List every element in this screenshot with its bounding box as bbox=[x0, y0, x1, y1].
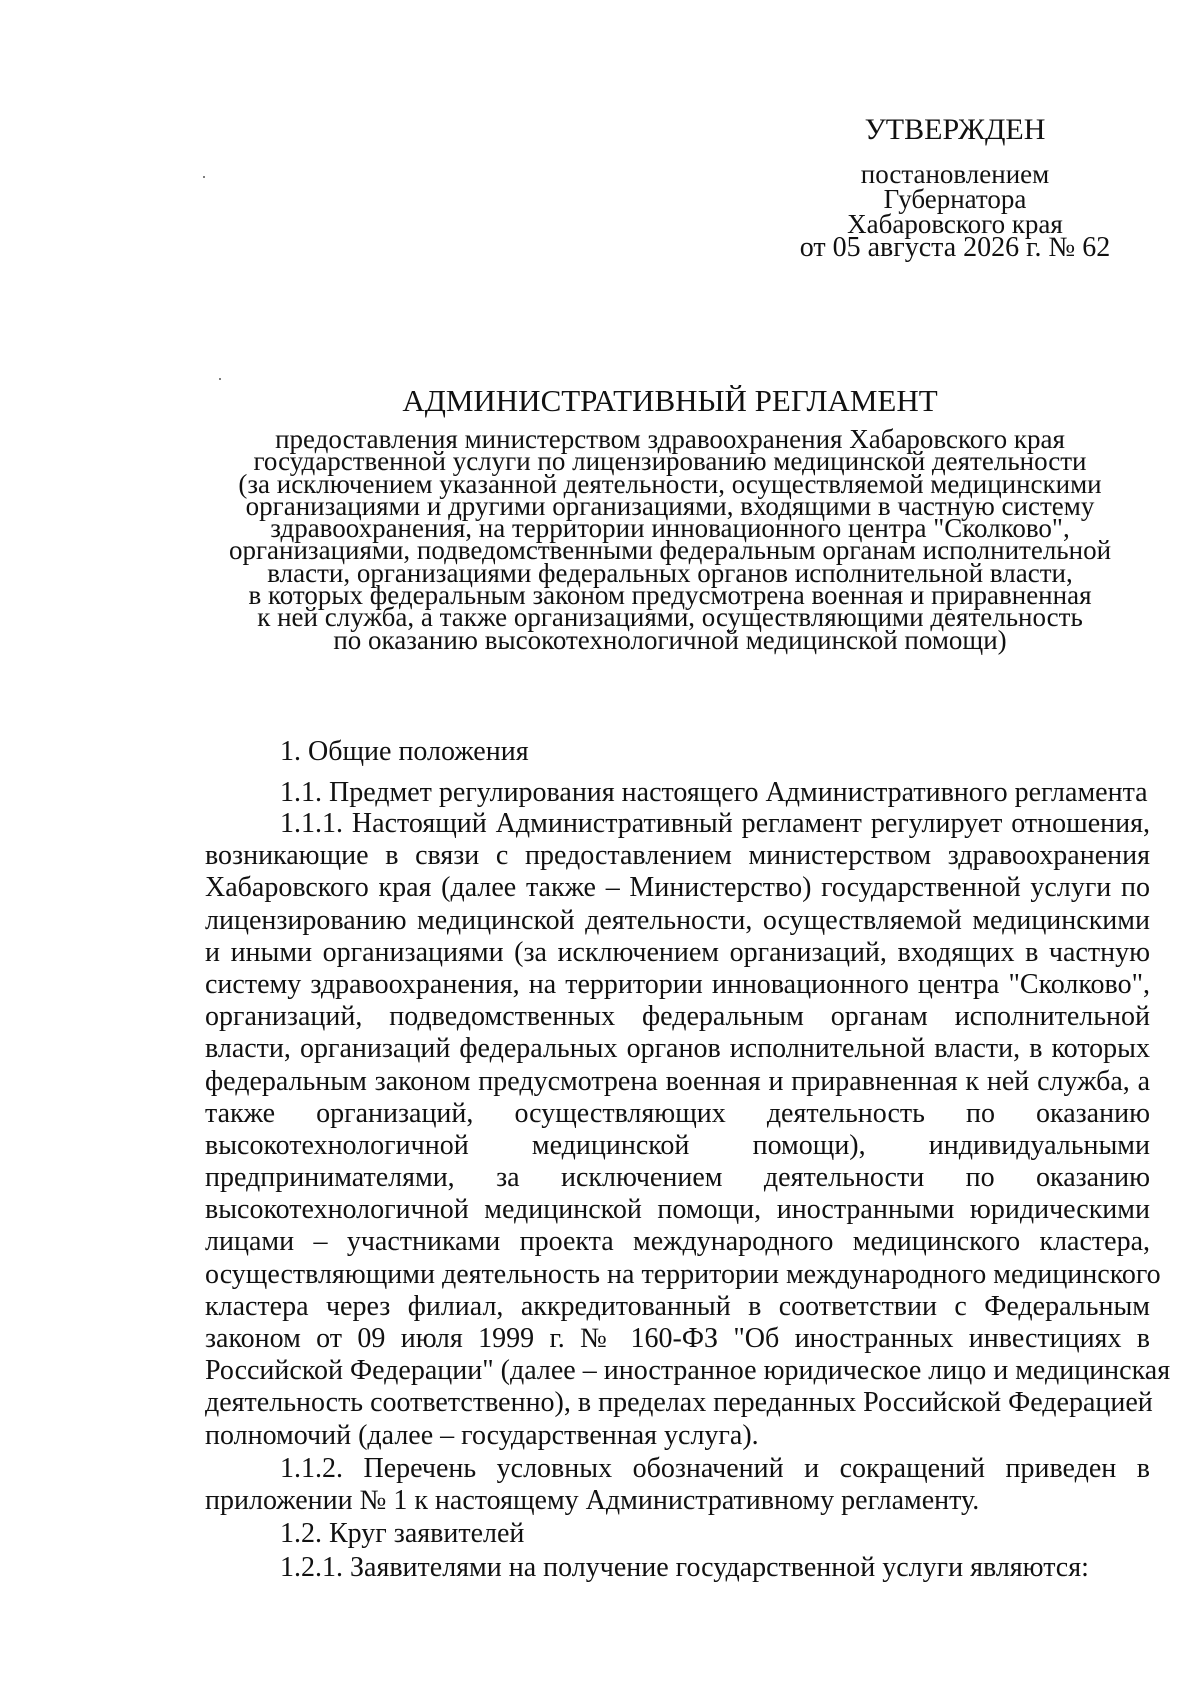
paragraph-line: высокотехнологичной медицинской помощи), индивидуальными bbox=[205, 1129, 1150, 1161]
approval-line-region: Хабаровского края bbox=[847, 209, 1063, 239]
subtitle-line: организациями, подведомственными федеральным органам исполнительной bbox=[228, 535, 1112, 566]
paragraph-line: законом от 09 июля 1999 г. № 160-ФЗ "Об иностранных инвестициях в bbox=[205, 1323, 1150, 1354]
subtitle-line: в которых федеральным законом предусмотрена военная и приравненная bbox=[248, 580, 1092, 611]
paragraph-1-2-1: 1.2.1. Заявителями на получение государственной услуги являются: bbox=[280, 1552, 1089, 1583]
subtitle-line: здравоохранения, на территории инновационного центра "Сколково", bbox=[270, 513, 1070, 544]
paragraph-1-1-1 bbox=[205, 808, 1171, 1452]
approval-block bbox=[785, 112, 1125, 263]
paragraph-line: возникающие в связи с предоставлением министерством здравоохранения bbox=[205, 840, 1150, 872]
regulation-title: АДМИНИСТРАТИВНЫЙ РЕГЛАМЕНТ bbox=[402, 383, 938, 418]
paragraph-line: лицензированию медицинской деятельности, осуществляемой медицинскими bbox=[205, 904, 1150, 936]
subtitle-line: организациями и другими организациями, входящими в частную систему bbox=[245, 490, 1095, 521]
paragraph-line: организаций, подведомственных федеральным органам исполнительной bbox=[205, 1001, 1150, 1033]
subtitle-line: предоставления министерством здравоохранения Хабаровского края bbox=[275, 424, 1065, 454]
paragraph-line: высокотехнологичной медицинской помощи, иностранными юридическими bbox=[205, 1194, 1150, 1226]
paragraph-line: 1.1.2. Перечень условных обозначений и сокращений приведен в bbox=[280, 1453, 1150, 1484]
paragraph-line: кластера через филиал, аккредитованный в соответствии с Федеральным bbox=[205, 1290, 1150, 1322]
paragraph-line: Российской Федерации" (далее – иностранное юридическое лицо и медицинская bbox=[205, 1355, 1171, 1387]
paragraph-line: полномочий (далее – государственная услуга). bbox=[205, 1419, 759, 1451]
subsection-heading-applicants: 1.2. Круг заявителей bbox=[280, 1518, 525, 1549]
paragraph-line: федеральным законом предусмотрена военная и приравненная к ней служба, а bbox=[205, 1065, 1150, 1097]
subsection-heading-subject: 1.1. Предмет регулирования настоящего Административного регламента bbox=[280, 777, 1148, 808]
paragraph-line: Хабаровского края (далее также – Министерство) государственной услуги по bbox=[205, 872, 1150, 904]
subtitle-line: по оказанию высокотехнологичной медицинской помощи) bbox=[333, 624, 1007, 655]
paragraph-line: 1.1.1. Настоящий Административный регламент регулирует отношения, bbox=[280, 808, 1150, 839]
approval-line-governor: Губернатора bbox=[883, 184, 1027, 214]
scan-speck bbox=[219, 378, 221, 380]
scan-speck bbox=[203, 176, 205, 178]
paragraph-line: и иными организациями (за исключением организаций, входящих в частную bbox=[205, 936, 1150, 968]
subtitle-line: к ней служба, а также организациями, осуществляющими деятельность bbox=[257, 602, 1083, 633]
approval-date: от 05 августа 2026 г. № 62 bbox=[799, 232, 1111, 263]
paragraph-line: также организаций, осуществляющих деятельность по оказанию bbox=[205, 1097, 1150, 1129]
approval-title: УТВЕРЖДЕН bbox=[864, 113, 1046, 146]
paragraph-line: систему здравоохранения, на территории инновационного центра "Сколково", bbox=[205, 968, 1150, 1000]
section-heading-general: 1. Общие положения bbox=[280, 736, 529, 767]
subtitle-line: (за исключением указанной деятельности, осуществляемой медицинскими bbox=[238, 468, 1102, 499]
subtitle-line: власти, организациями федеральных органов исполнительной власти, bbox=[267, 557, 1073, 588]
paragraph-line: приложении № 1 к настоящему Административному регламенту. bbox=[205, 1485, 980, 1517]
paragraph-line: лицами – участниками проекта международного медицинского кластера, bbox=[205, 1226, 1150, 1258]
paragraph-line: осуществляющими деятельность на территории международного медицинского bbox=[205, 1258, 1161, 1290]
approval-line-decree: постановлением bbox=[860, 159, 1050, 189]
regulation-subtitle bbox=[200, 424, 1140, 655]
subtitle-line: государственной услуги по лицензированию медицинской деятельности bbox=[253, 446, 1087, 477]
paragraph-line: деятельность соответственно), в пределах переданных Российской Федерацией bbox=[205, 1387, 1153, 1419]
paragraph-1-1-2 bbox=[205, 1453, 1150, 1517]
paragraph-line: власти, организаций федеральных органов исполнительной власти, в которых bbox=[205, 1033, 1150, 1065]
paragraph-line: предпринимателями, за исключением деятельности по оказанию bbox=[205, 1162, 1150, 1194]
